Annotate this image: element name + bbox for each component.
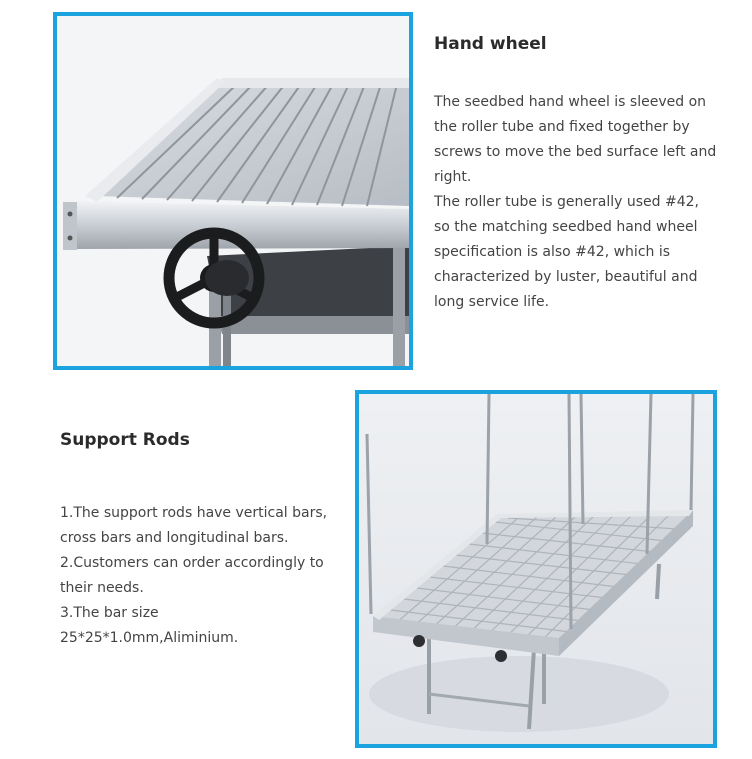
text-line: The roller tube is generally used #42, [434, 194, 699, 210]
text-line: 1.The support rods have vertical bars, [60, 505, 328, 521]
text-line: long service life. [434, 294, 550, 310]
text-line: The seedbed hand wheel is sleeved on [434, 94, 707, 110]
support-rods-photo [355, 390, 717, 748]
text-line: the roller tube and fixed together by [434, 119, 690, 135]
text-line: their needs. [60, 580, 144, 596]
support-rods-illustration [359, 394, 713, 744]
text-line: 3.The bar size [60, 605, 159, 621]
text-line: characterized by luster, beautiful and [434, 269, 698, 285]
text-line: specification is also #42, which is [434, 244, 671, 260]
text-line: 2.Customers can order accordingly to [60, 555, 324, 571]
hand-wheel-illustration [57, 16, 409, 366]
text-line: so the matching seedbed hand wheel [434, 219, 698, 235]
hand-wheel-description [434, 90, 734, 315]
text-line: screws to move the bed surface left and [434, 144, 717, 160]
hand-wheel-heading: Hand wheel [434, 34, 547, 54]
hand-wheel-photo [53, 12, 413, 370]
support-rods-heading: Support Rods [60, 430, 190, 450]
support-rods-description [60, 501, 345, 651]
text-line: right. [434, 169, 472, 185]
text-line: cross bars and longitudinal bars. [60, 530, 289, 546]
text-line: 25*25*1.0mm,Aliminium. [60, 630, 239, 646]
